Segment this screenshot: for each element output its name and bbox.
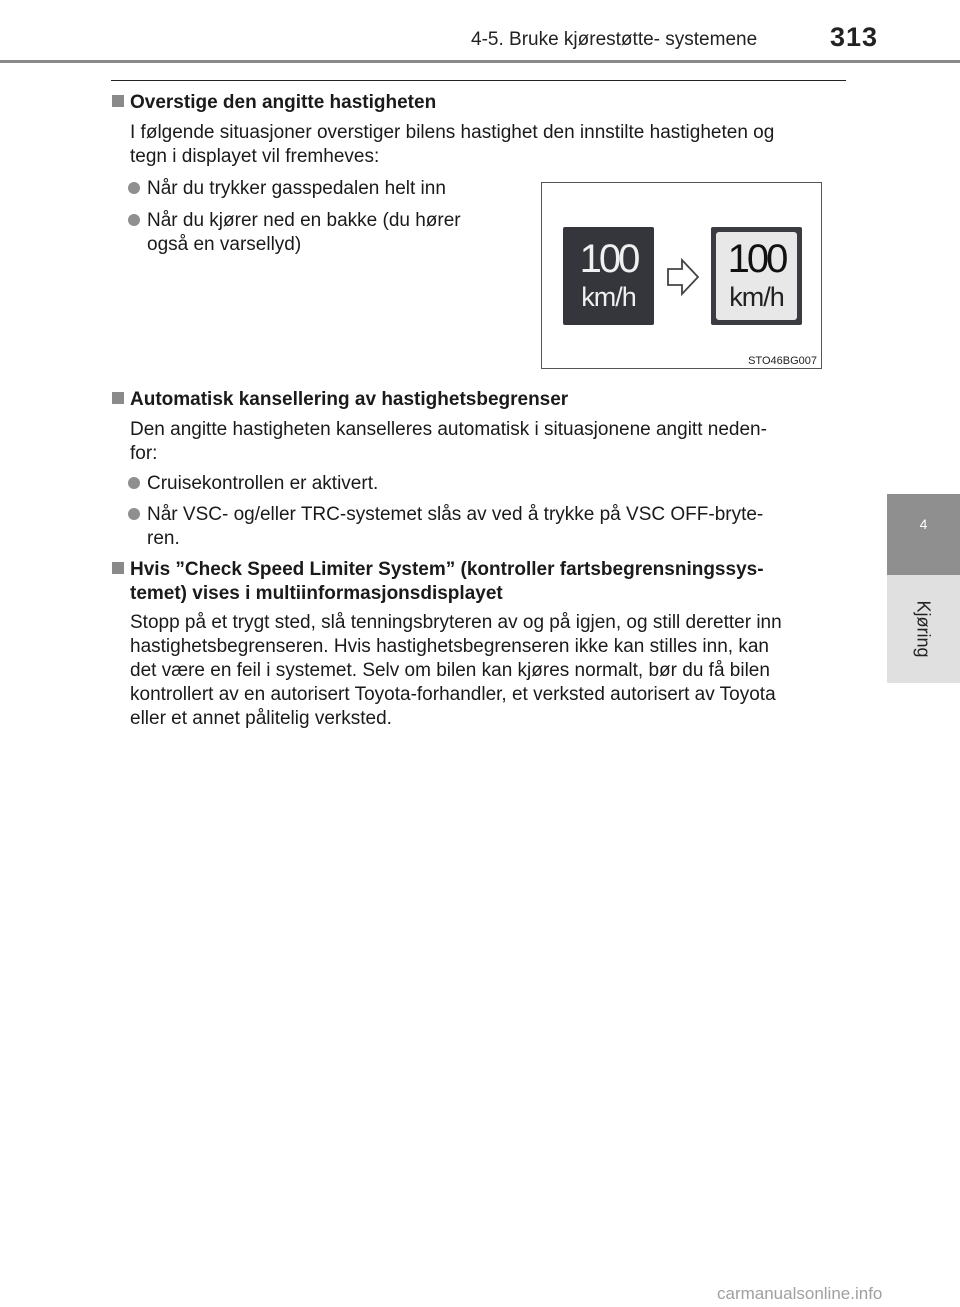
square-bullet-icon xyxy=(112,562,124,574)
page-number: 313 xyxy=(830,22,879,52)
running-header-section: 4-5. Bruke kjørestøtte- systemene xyxy=(471,29,758,50)
square-bullet-icon xyxy=(112,95,124,107)
list-item: Cruisekontrollen er aktivert. xyxy=(128,472,842,496)
header-rule xyxy=(0,60,960,63)
speed-value: 100 xyxy=(727,237,786,281)
speed-display-highlighted xyxy=(711,227,802,325)
content-rule xyxy=(111,80,846,81)
speed-display-normal xyxy=(563,227,654,325)
square-bullet-icon xyxy=(112,392,124,404)
section-text-exceed: I følgende situasjoner overstiger bilens hastighet den innstilte hastigheten og tegn i displayet vil fremheves: xyxy=(130,122,775,167)
round-bullet-icon xyxy=(128,477,140,489)
speed-unit: km/h xyxy=(581,282,636,312)
speed-value: 100 xyxy=(579,237,638,281)
section-heading-check-system: Hvis ”Check Speed Limiter System” (kontroller fartsbegrensningssys- temet) vises i multiinformasjonsdisplayet xyxy=(112,558,852,606)
chapter-tab-number[interactable] xyxy=(887,494,960,575)
round-bullet-icon xyxy=(128,508,140,520)
round-bullet-icon xyxy=(128,214,140,226)
speed-display-figure xyxy=(541,182,822,369)
speed-unit: km/h xyxy=(729,282,784,312)
list-item: Når du trykker gasspedalen helt inn xyxy=(128,177,523,201)
chapter-number: 4 xyxy=(919,516,928,532)
hollow-right-arrow-icon xyxy=(666,257,700,297)
watermark: carmanualsonline.info xyxy=(717,1284,883,1303)
section-heading-auto-cancel: Automatisk kansellering av hastighetsbegrenser xyxy=(112,388,568,412)
chapter-tab-label[interactable] xyxy=(887,575,960,683)
figure-code: STO46BG007 xyxy=(748,355,817,367)
section-text-check-system: Stopp på et trygt sted, slå tenningsbryteren av og på igjen, og still deretter inn hastighetsbegrenseren. Hvis hastighetsbegrenseren ikke kan stilles inn, kan det være en feil i systemet. Selv om bilen kan kjøres normalt, bør du få bilen kontrollert av en autorisert Toyota-forhandler, et verksted autorisert av Toyota eller et annet pålitelig verksted. xyxy=(130,612,782,729)
list-item: Når VSC- og/eller TRC-systemet slås av ved å trykke på VSC OFF-bryte- ren. xyxy=(128,503,842,551)
chapter-label: Kjøring xyxy=(913,600,934,658)
round-bullet-icon xyxy=(128,182,140,194)
section-heading-exceed: Overstige den angitte hastigheten xyxy=(112,91,436,115)
section-text-auto-cancel: Den angitte hastigheten kanselleres automatisk i situasjonene angitt neden- for: xyxy=(130,419,767,464)
list-item: Når du kjører ned en bakke (du hører også en varsellyd) xyxy=(128,209,523,257)
